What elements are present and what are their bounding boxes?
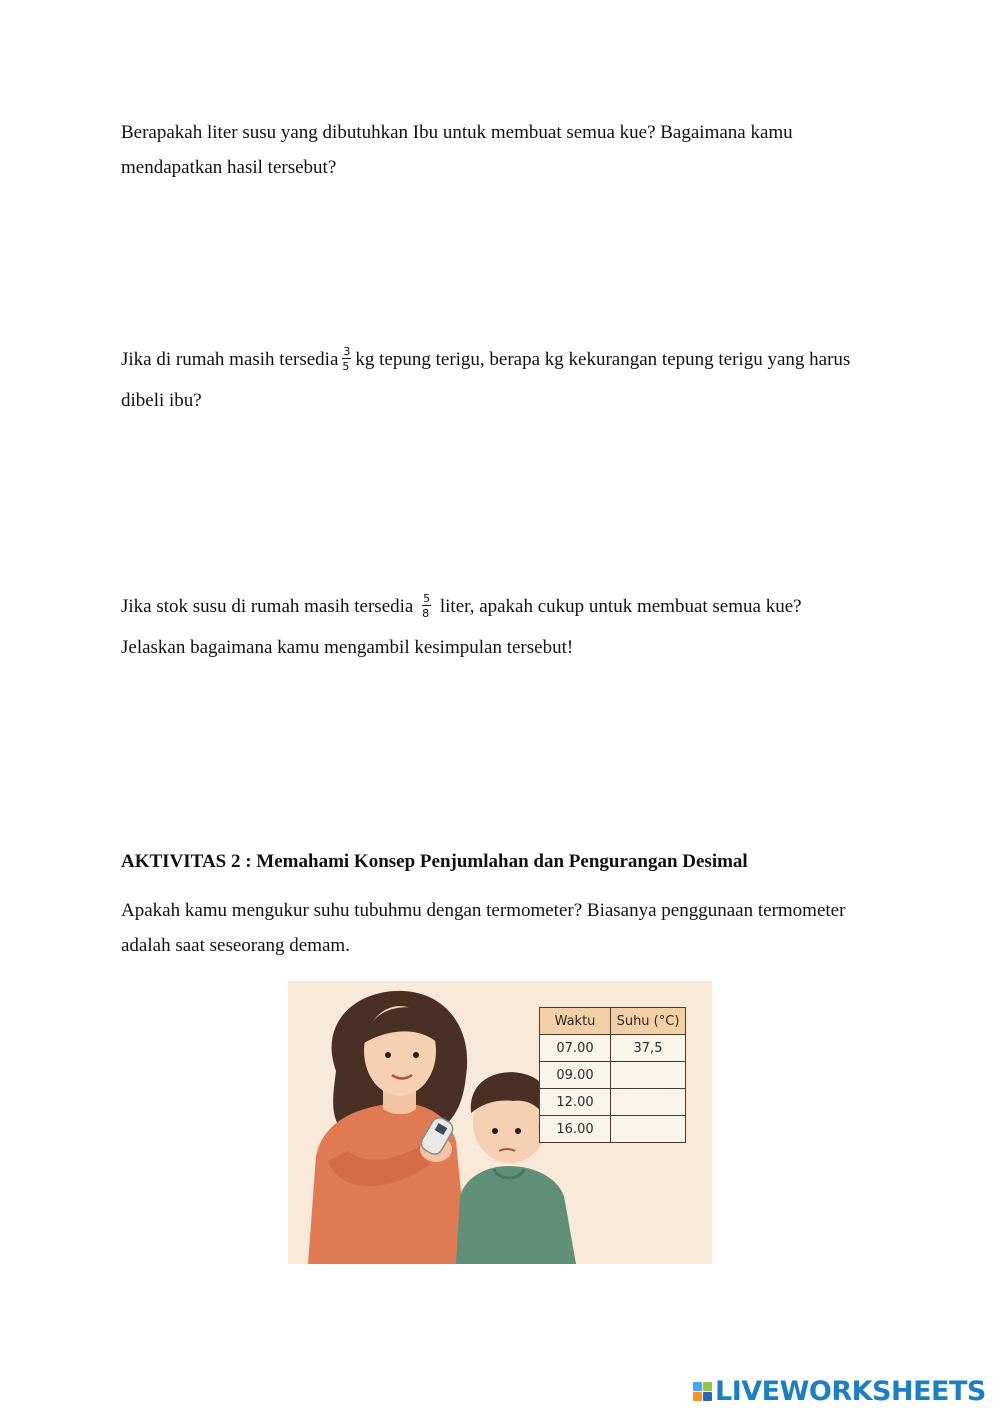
question-3-line-2: Jelaskan bagaimana kamu mengambil kesimpulan tersebut!	[121, 637, 574, 658]
table-row	[540, 1035, 686, 1062]
temperature-cell	[611, 1116, 686, 1143]
question-2-text-before: Jika di rumah masih tersedia	[121, 349, 339, 370]
question-3	[121, 589, 879, 665]
liveworksheets-brand[interactable]	[693, 1374, 986, 1408]
question-3-text-before: Jika stok susu di rumah masih tersedia	[121, 596, 414, 617]
question-3-line-1	[121, 589, 879, 624]
child-shirt	[456, 1166, 576, 1264]
column-header-time: Waktu	[540, 1008, 611, 1035]
temperature-cell: 37,5	[611, 1035, 686, 1062]
question-3-text-after: liter, apakah cukup untuk membuat semua kue?	[439, 596, 802, 617]
question-2	[121, 342, 879, 418]
time-cell: 09.00	[540, 1062, 611, 1089]
fraction-numerator: 5	[423, 591, 431, 605]
activity-heading: AKTIVITAS 2 : Memahami Konsep Penjumlahan dan Pengurangan Desimal	[121, 851, 748, 872]
logo-square-e	[703, 1392, 712, 1401]
table-row	[540, 1116, 686, 1143]
fraction-denominator: 8	[422, 606, 430, 620]
table-row	[540, 1062, 686, 1089]
question-2-line-1	[121, 342, 879, 377]
fraction-five-eighths	[422, 593, 431, 619]
activity-intro-line-1: Apakah kamu mengukur suhu tubuhmu dengan termometer? Biasanya penggunaan termometer	[121, 900, 846, 921]
table-header-row	[540, 1008, 686, 1035]
liveworksheets-logo-icon	[693, 1382, 712, 1401]
fraction-three-fifths	[342, 346, 351, 372]
activity-intro-line-2: adalah saat seseorang demam.	[121, 935, 350, 956]
time-cell: 12.00	[540, 1089, 611, 1116]
brand-name: LIVEWORKSHEETS	[715, 1375, 986, 1407]
child-eye-left	[492, 1128, 498, 1134]
question-2-line-2: dibeli ibu?	[121, 390, 202, 411]
question-1-line-1: Berapakah liter susu yang dibutuhkan Ibu untuk membuat semua kue? Bagaimana kamu	[121, 122, 793, 143]
column-header-temperature: Suhu (°C)	[611, 1008, 686, 1035]
table-row	[540, 1089, 686, 1116]
logo-square-l	[693, 1382, 702, 1391]
question-1-line-2: mendapatkan hasil tersebut?	[121, 157, 337, 178]
time-cell: 07.00	[540, 1035, 611, 1062]
temperature-cell	[611, 1062, 686, 1089]
activity-intro	[121, 893, 879, 963]
time-cell: 16.00	[540, 1116, 611, 1143]
temperature-cell	[611, 1089, 686, 1116]
fraction-numerator: 3	[343, 344, 351, 358]
mother-eye-left	[385, 1052, 391, 1058]
question-2-text-after: kg tepung terigu, berapa kg kekurangan tepung terigu yang harus	[355, 349, 851, 370]
logo-square-v	[693, 1392, 702, 1401]
question-1	[121, 115, 879, 185]
temperature-table	[539, 1007, 686, 1143]
child-eye-right	[515, 1128, 521, 1134]
logo-square-i	[703, 1382, 712, 1391]
fraction-denominator: 5	[342, 359, 350, 373]
mother-eye-right	[413, 1052, 419, 1058]
